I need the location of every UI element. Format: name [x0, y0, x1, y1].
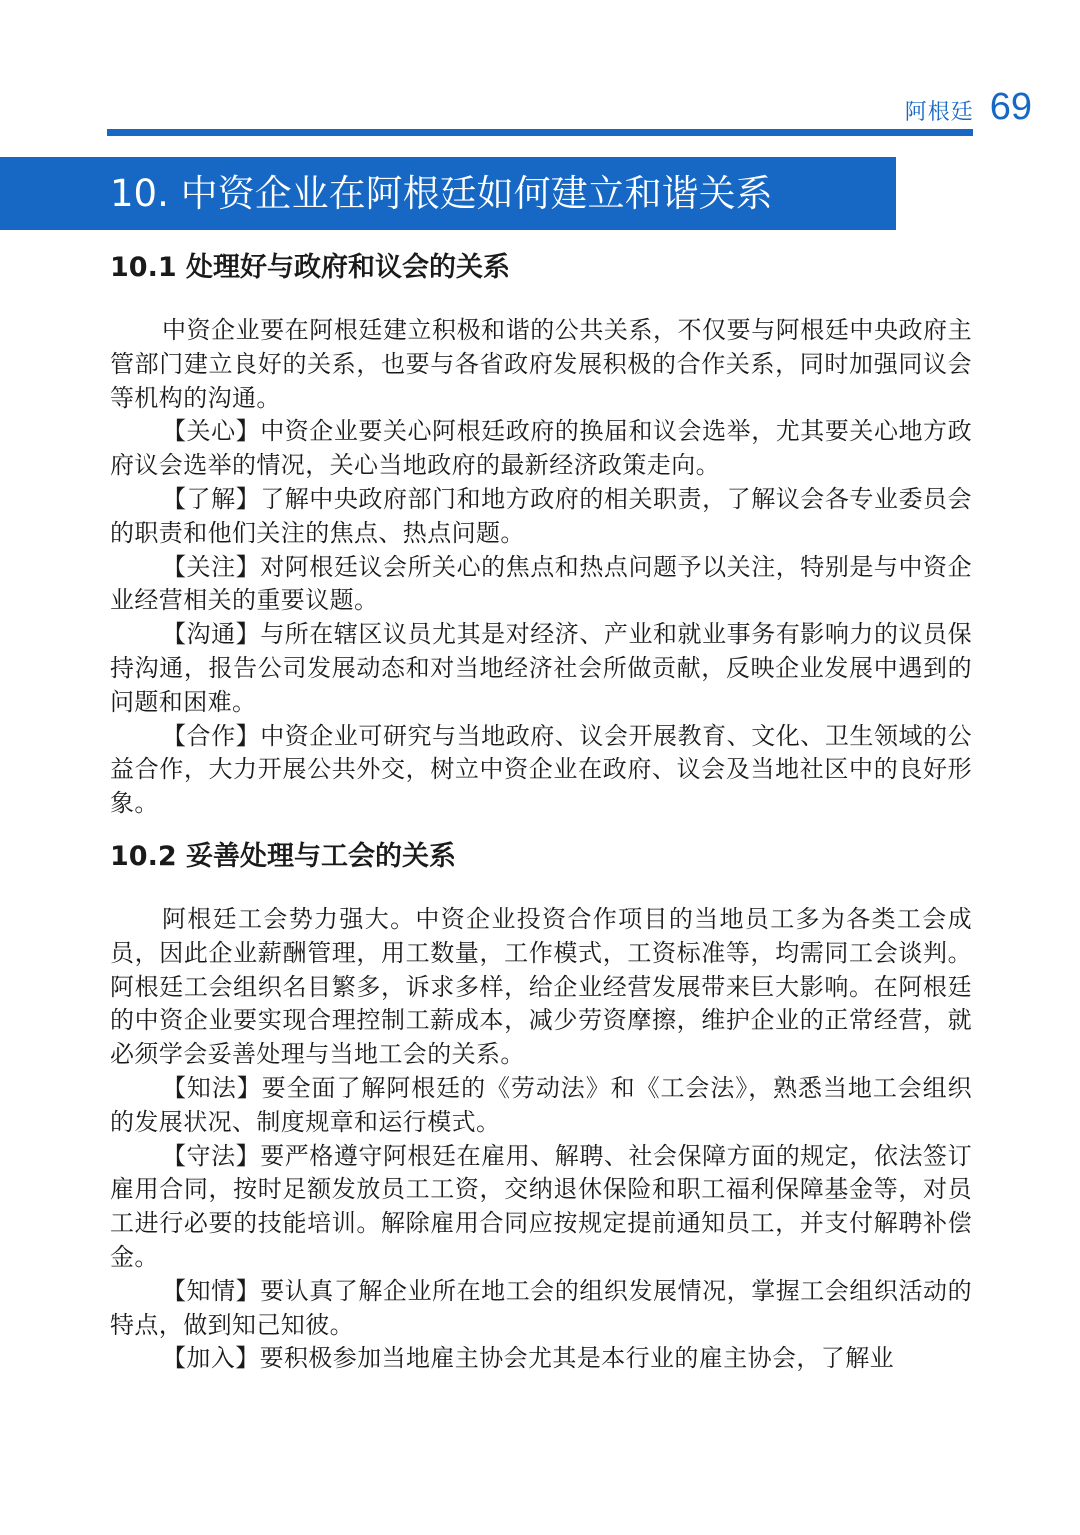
- section-10-1: [110, 246, 972, 821]
- section-10-2: [110, 835, 972, 1376]
- page-number: 69: [989, 86, 1032, 128]
- paragraph: 【合作】中资企业可研究与当地政府、议会开展教育、文化、卫生领域的公益合作，大力开展公共外交，树立中资企业在政府、议会及当地社区中的良好形象。: [110, 721, 972, 818]
- running-title: 阿根廷: [904, 100, 974, 125]
- paragraph: 【知法】要全面了解阿根廷的《劳动法》和《工会法》，熟悉当地工会组织的发展状况、制度规章和运行模式。: [110, 1073, 972, 1136]
- running-header: [905, 86, 1032, 129]
- paragraph: 【关心】中资企业要关心阿根廷政府的换届和议会选举，尤其要关心地方政府议会选举的情况，关心当地政府的最新经济政策走向。: [110, 417, 972, 480]
- chapter-title: 10. 中资企业在阿根廷如何建立和谐关系: [110, 172, 773, 215]
- paragraph: 中资企业要在阿根廷建立积极和谐的公共关系，不仅要与阿根廷中央政府主管部门建立良好的关系，也要与各省政府发展积极的合作关系，同时加强同议会等机构的沟通。: [110, 316, 972, 412]
- paragraph: 【加入】要积极参加当地雇主协会尤其是本行业的雇主协会，了解业: [162, 1344, 894, 1373]
- paragraph: 【守法】要严格遵守阿根廷在雇用、解聘、社会保障方面的规定，依法签订雇用合同，按时足额发放员工工资，交纳退休保险和职工福利保障基金等，对员工进行必要的技能培训。解除雇用合同应按规定提前通知员工，并支付解聘补偿金。: [110, 1141, 972, 1271]
- paragraph: 【知情】要认真了解企业所在地工会的组织发展情况，掌握工会组织活动的特点，做到知己知彼。: [110, 1276, 972, 1339]
- page-content: [110, 246, 972, 1376]
- paragraph: 阿根廷工会势力强大。中资企业投资合作项目的当地员工多为各类工会成员，因此企业薪酬管理，用工数量，工作模式，工资标准等，均需同工会谈判。阿根廷工会组织名目繁多，诉求多样，给企业经营发展带来巨大影响。在阿根廷的中资企业要实现合理控制工薪成本，减少劳资摩擦，维护企业的正常经营，就必须学会妥善处理与当地工会的关系。: [110, 904, 972, 1069]
- section-heading: 10.1 处理好与政府和议会的关系: [110, 252, 511, 283]
- paragraph: 【了解】了解中央政府部门和地方政府的相关职责，了解议会各专业委员会的职责和他们关注的焦点、热点问题。: [110, 484, 972, 547]
- chapter-banner: [0, 157, 896, 230]
- paragraph: 【沟通】与所在辖区议员尤其是对经济、产业和就业事务有影响力的议员保持沟通，报告公司发展动态和对当地经济社会所做贡献，反映企业发展中遇到的问题和困难。: [110, 620, 972, 716]
- section-heading: 10.2 妥善处理与工会的关系: [110, 840, 457, 872]
- paragraph: 【关注】对阿根廷议会所关心的焦点和热点问题予以关注，特别是与中资企业经营相关的重要议题。: [110, 552, 972, 615]
- header-rule: [107, 129, 973, 136]
